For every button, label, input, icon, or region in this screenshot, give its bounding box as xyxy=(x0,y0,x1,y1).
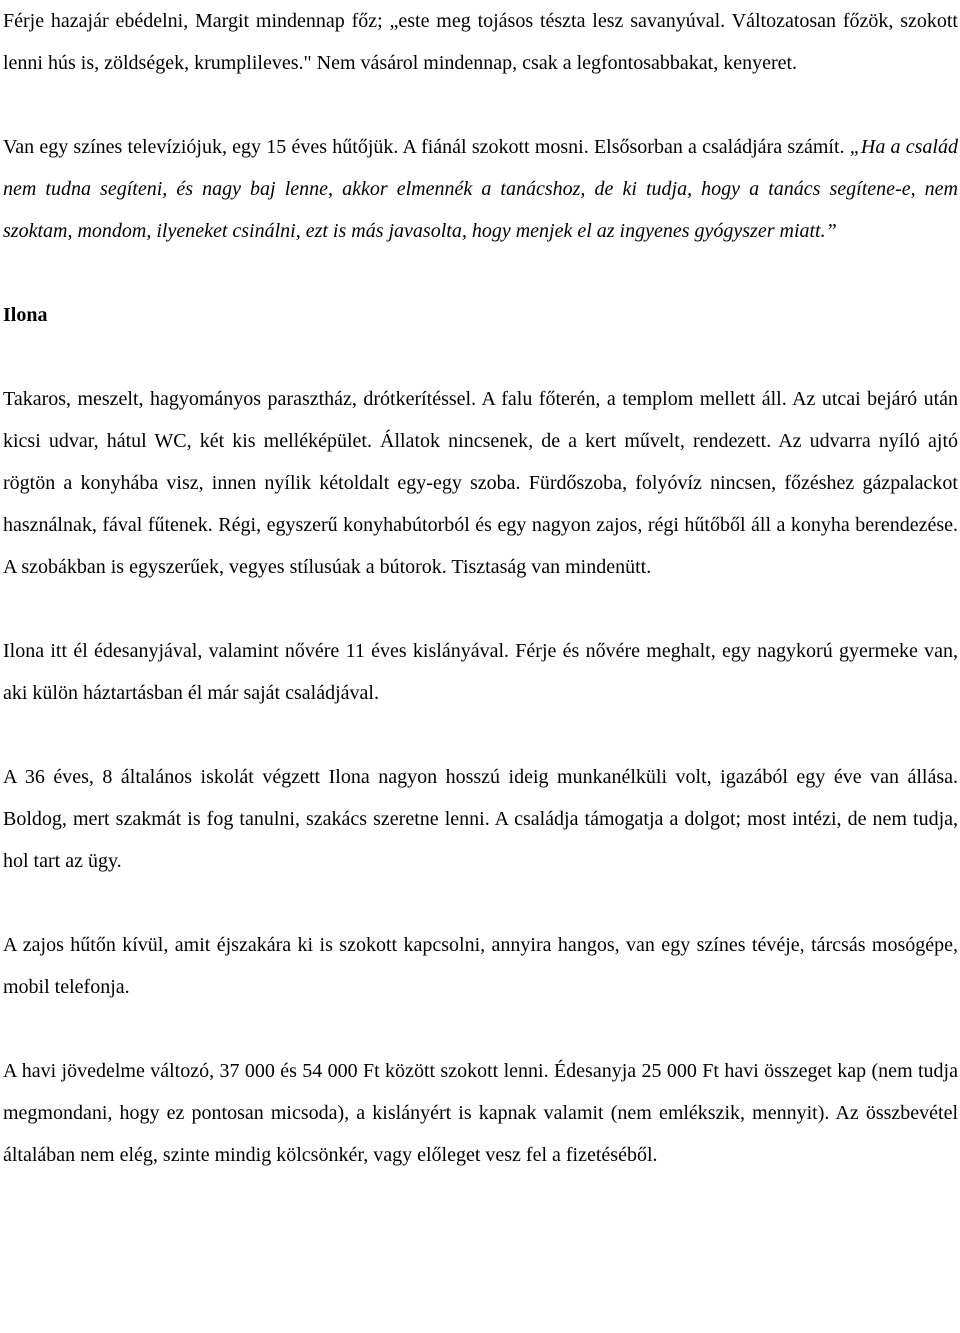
paragraph-spacer xyxy=(3,252,958,294)
appliances-text: Van egy színes televíziójuk, egy 15 éves hűtőjük. A fiánál szokott mosni. Elsősorban a családjára számít. xyxy=(3,136,850,158)
paragraph-spacer xyxy=(3,84,958,126)
document-page xyxy=(3,0,958,1176)
paragraph-ilona-house: Takaros, meszelt, hagyományos parasztház, drótkerítéssel. A falu főterén, a templom mellett áll. Az utcai bejáró után kicsi udvar, hátul WC, két kis melléképület. Állatok nincsenek, de a kert művelt, rendezett. Az udvarra nyíló ajtó rögtön a konyhába visz, innen nyílik kétoldalt egy-egy szoba. Fürdőszoba, folyóvíz nincsen, főzéshez gázpalackot használnak, fával fűtenek. Régi, egyszerű konyhabútorból és egy nagyon zajos, régi hűtőből áll a konyha berendezése. A szobákban is egyszerűek, vegyes stílusúak a bútorok. Tisztaság van mindenütt. xyxy=(3,388,958,578)
paragraph-ilona-appliances: A zajos hűtőn kívül, amit éjszakára ki is szokott kapcsolni, annyira hangos, van egy színes tévéje, tárcsás mosógépe, mobil telefonja. xyxy=(3,934,958,998)
paragraph-ilona-work: A 36 éves, 8 általános iskolát végzett Ilona nagyon hosszú ideig munkanélküli volt, igazából egy éve van állása. Boldog, mert szakmát is fog tanulni, szakács szeretne lenni. A családja támogatja a dolgot; most intézi, de nem tudja, hol tart az ügy. xyxy=(3,766,958,872)
section-heading-ilona: Ilona xyxy=(3,304,48,326)
paragraph-spacer xyxy=(3,882,958,924)
paragraph-margit-appliances xyxy=(3,126,958,252)
paragraph-ilona-family: Ilona itt él édesanyjával, valamint nővére 11 éves kislányával. Férje és nővére meghalt, egy nagykorú gyermeke van, aki külön háztartásban él már saját családjával. xyxy=(3,640,958,704)
paragraph-ilona-income: A havi jövedelme változó, 37 000 és 54 000 Ft között szokott lenni. Édesanyja 25 000 Ft havi összeget kap (nem tudja megmondani, hogy ez pontosan micsoda), a kislányért is kapnak valamit (nem emlékszik, mennyit). Az összbevétel általában nem elég, szinte mindig kölcsönkér, vagy előleget vesz fel a fizetéséből. xyxy=(3,1060,958,1166)
paragraph-spacer xyxy=(3,336,958,378)
paragraph-margit-meals: Férje hazajár ebédelni, Margit mindennap főz; „este meg tojásos tészta lesz savanyúval. Változatosan főzök, szokott lenni hús is, zöldségek, krumplileves." Nem vásárol mindennap, csak a legfontosabbakat, kenyeret. xyxy=(3,10,958,74)
paragraph-spacer xyxy=(3,1008,958,1050)
paragraph-spacer xyxy=(3,714,958,756)
paragraph-spacer xyxy=(3,588,958,630)
margit-quote: „Ha a család nem tudna segíteni, és nagy baj lenne, akkor elmennék a tanácshoz, de ki tudja, hogy a tanács segítene-e, nem szoktam, mondom, ilyeneket csinálni, ezt is más javasolta, hogy menjek el az ingyenes gyógyszer miatt.” xyxy=(3,136,958,242)
